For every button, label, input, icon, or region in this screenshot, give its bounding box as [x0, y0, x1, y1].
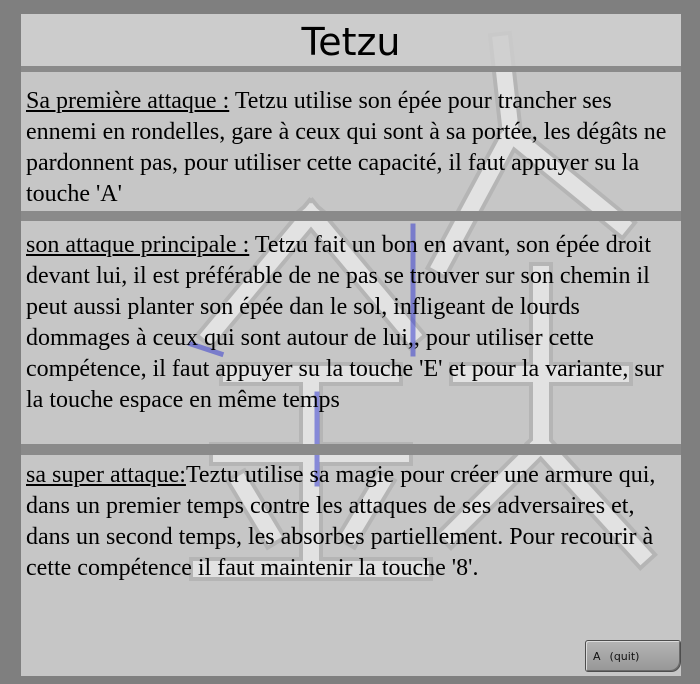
section-heading: son attaque principale : [26, 232, 250, 258]
section-heading: Sa première attaque : [26, 88, 230, 114]
section-text: Teztu utilise sa magie pour créer une armure qui, dans un premier temps contre les attaques de ses adversaires et, dans un second temps, les absorbes partiellement. Pour recourir à cette compétence il faut maintenir la touche '8'. [26, 462, 656, 581]
section-text: Tetzu fait un bon en avant, son épée droit devant lui, il est préférable de ne pas se trouver sur son chemin il peut aussi planter son épée dan le sol, infligeant de lourds dommages à ceux qui sont autour de lui,, pour utiliser cette compétence, il faut appuyer su la touche 'E' et pour la variante, sur la touche espace en même temps [26, 232, 664, 413]
section-text: Tetzu utilise son épée pour trancher ses ennemi en rondelles, gare à ceux qui sont à sa portée, les dégâts ne pardonnent pas, pour utiliser cette capacité, il faut appuyer su la touche 'A' [26, 88, 667, 207]
divider [21, 211, 681, 221]
title-bar [21, 14, 681, 72]
character-sheet [21, 14, 681, 676]
attack-section-2 [26, 230, 676, 416]
divider [21, 444, 681, 455]
quit-label: (quit) [609, 649, 640, 663]
attack-section-3 [26, 460, 676, 584]
section-heading: sa super attaque: [26, 462, 186, 488]
quit-button[interactable] [585, 640, 681, 672]
quit-key: A [593, 649, 601, 663]
attack-section-1 [26, 86, 676, 210]
page-title: Tetzu [301, 20, 401, 64]
